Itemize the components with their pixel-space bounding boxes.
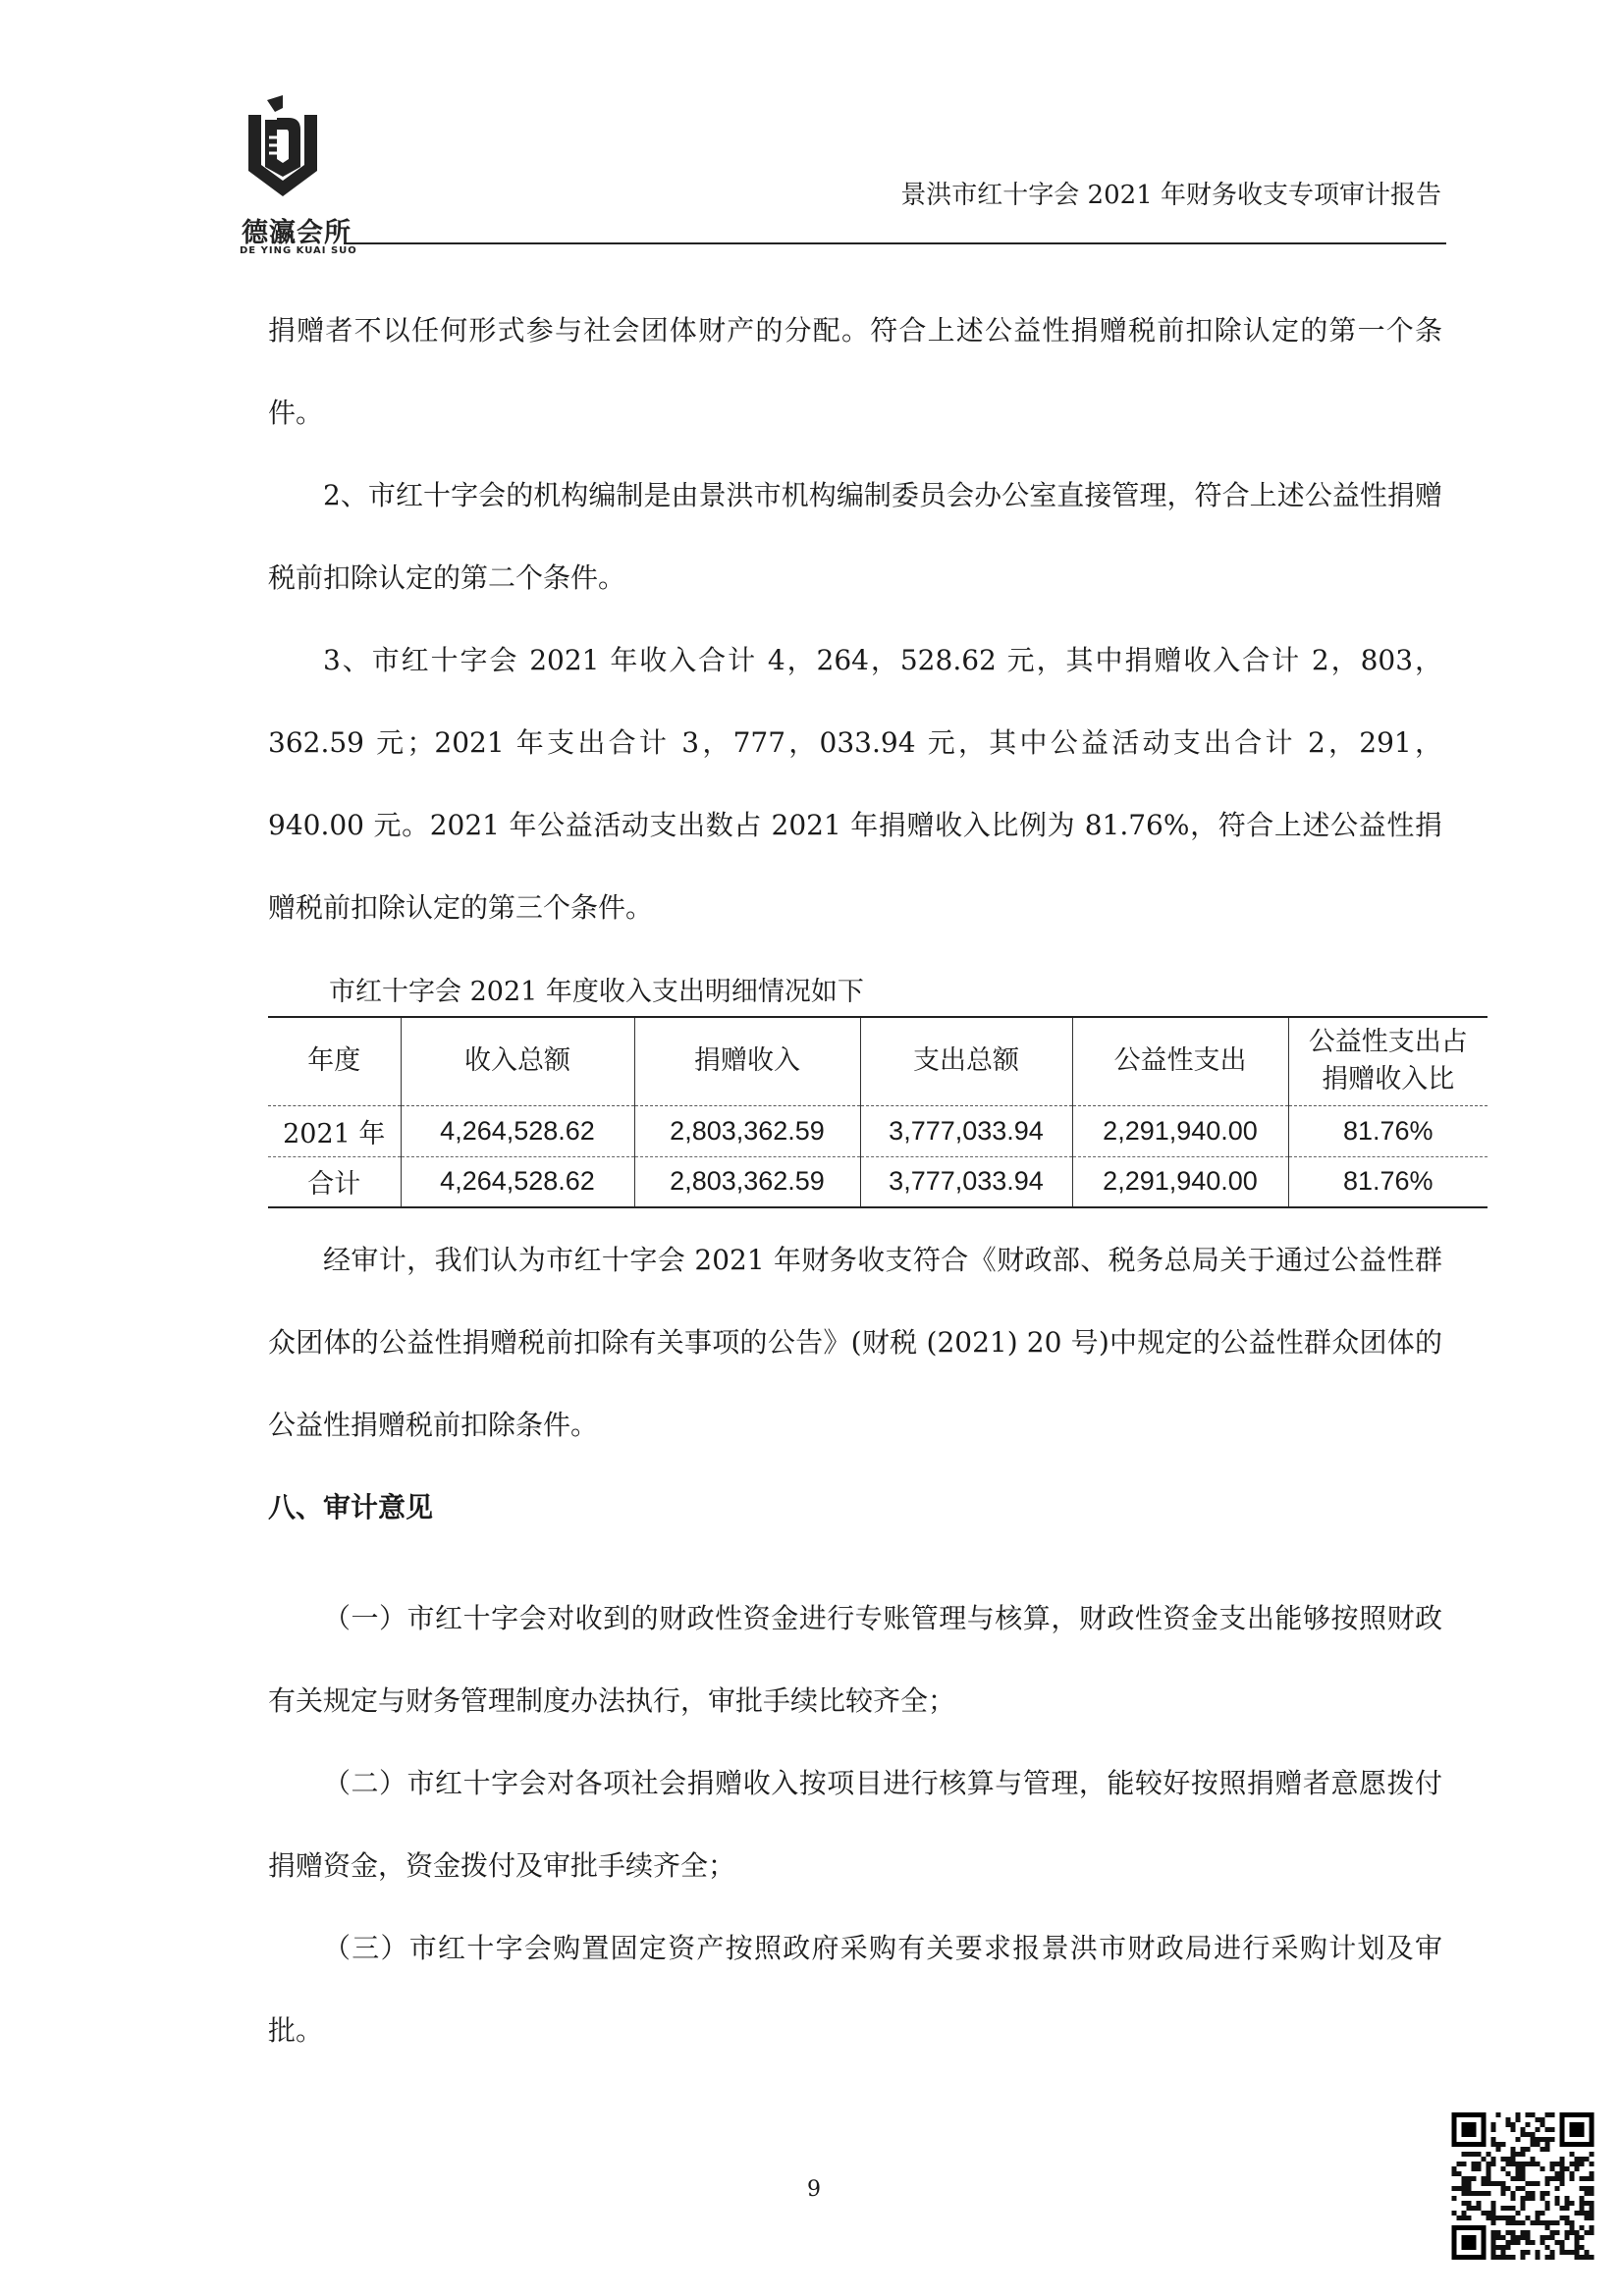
cell-total-expenditure: 3,777,033.94 bbox=[860, 1105, 1072, 1156]
table-header-row bbox=[268, 1017, 1488, 1105]
logo-shield-icon bbox=[243, 90, 322, 208]
cell-donation-income: 2,803,362.59 bbox=[634, 1156, 860, 1207]
section-heading-audit-opinion: 八、审计意见 bbox=[268, 1491, 434, 1523]
paragraph-audit-conclusion: 经审计，我们认为市红十字会 2021 年财务收支符合《财政部、税务总局关于通过公益性群众团体的公益性捐赠税前扣除有关事项的公告》(财税 (2021) 20 号)中规定的公益性群众团体的公益性捐赠税前扣除条件。 bbox=[268, 1244, 1442, 1441]
cell-donation-income: 2,803,362.59 bbox=[634, 1105, 860, 1156]
logo-chinese-name: 德瀛会所 bbox=[242, 218, 352, 248]
income-expenditure-table bbox=[268, 1016, 1488, 1208]
header-divider bbox=[344, 242, 1446, 244]
paragraph-donor-condition: 捐赠者不以任何形式参与社会团体财产的分配。符合上述公益性捐赠税前扣除认定的第一个条件。 bbox=[268, 314, 1442, 429]
cell-total-income: 4,264,528.62 bbox=[401, 1105, 634, 1156]
header-ratio-line2: 捐赠收入比 bbox=[1322, 1064, 1455, 1095]
cell-ratio: 81.76% bbox=[1288, 1105, 1488, 1156]
audit-opinion-item-1: （一）市红十字会对收到的财政性资金进行专账管理与核算，财政性资金支出能够按照财政有关规定与财务管理制度办法执行，审批手续比较齐全； bbox=[268, 1602, 1442, 1717]
header-public-welfare-expenditure: 公益性支出 bbox=[1072, 1017, 1288, 1105]
cell-year: 2021 年 bbox=[268, 1105, 401, 1156]
firm-logo-icon bbox=[234, 90, 381, 257]
paragraph-income-expenditure: 3、市红十字会 2021 年收入合计 4，264，528.62 元，其中捐赠收入合计 2，803，362.59 元；2021 年支出合计 3，777，033.94 元，其中公益活动支出合计 2，291，940.00 元。2021 年公益活动支出数占 2021 年捐赠收入比例为 81.76%，符合上述公益性捐赠税前扣除认定的第三个条件。 bbox=[268, 644, 1442, 924]
qr-code-icon bbox=[1451, 2112, 1595, 2260]
header-ratio bbox=[1288, 1017, 1488, 1105]
header-year: 年度 bbox=[268, 1017, 401, 1105]
paragraph-staffing-condition: 2、市红十字会的机构编制是由景洪市机构编制委员会办公室直接管理，符合上述公益性捐赠税前扣除认定的第二个条件。 bbox=[268, 479, 1442, 594]
table-row bbox=[268, 1105, 1488, 1156]
cell-total-income: 4,264,528.62 bbox=[401, 1156, 634, 1207]
header-total-income: 收入总额 bbox=[401, 1017, 634, 1105]
header-donation-income: 捐赠收入 bbox=[634, 1017, 860, 1105]
audit-opinion-item-2: （二）市红十字会对各项社会捐赠收入按项目进行核算与管理，能较好按照捐赠者意愿拨付捐赠资金，资金拨付及审批手续齐全； bbox=[268, 1767, 1442, 1882]
report-title: 景洪市红十字会 2021 年财务收支专项审计报告 bbox=[900, 181, 1441, 210]
header-total-expenditure: 支出总额 bbox=[860, 1017, 1072, 1105]
cell-ratio: 81.76% bbox=[1288, 1156, 1488, 1207]
cell-year: 合计 bbox=[268, 1156, 401, 1207]
table-caption: 市红十字会 2021 年度收入支出明细情况如下 bbox=[329, 977, 864, 1007]
cell-public-welfare-expenditure: 2,291,940.00 bbox=[1072, 1156, 1288, 1207]
table-row-total bbox=[268, 1156, 1488, 1207]
cell-total-expenditure: 3,777,033.94 bbox=[860, 1156, 1072, 1207]
logo-english-name: DE YING KUAI SUO bbox=[240, 245, 357, 256]
page-number: 9 bbox=[807, 2177, 821, 2202]
cell-public-welfare-expenditure: 2,291,940.00 bbox=[1072, 1105, 1288, 1156]
header-ratio-line1: 公益性支出占 bbox=[1308, 1027, 1468, 1058]
audit-opinion-item-3: （三）市红十字会购置固定资产按照政府采购有关要求报景洪市财政局进行采购计划及审批。 bbox=[268, 1932, 1442, 2047]
